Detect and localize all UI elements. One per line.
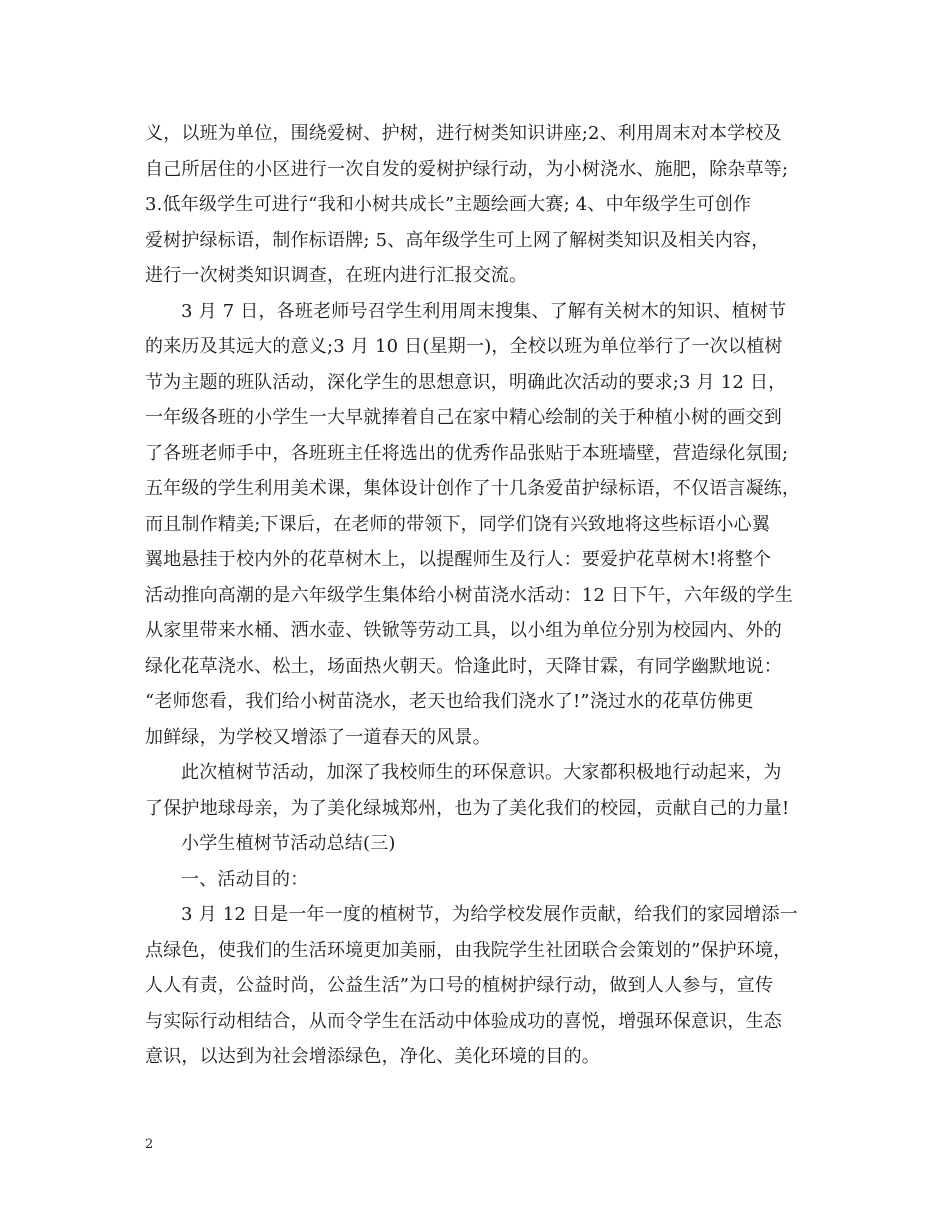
text-line: 而且制作精美;下课后，在老师的带领下，同学们饶有兴致地将这些标语小心翼	[145, 513, 771, 535]
text-line: 活动推向高潮的是六年级学生集体给小树苗浇水活动：12 日下午，六年级的学生	[145, 584, 794, 606]
text-line: 一、活动目的：	[181, 868, 309, 890]
text-line: 加鲜绿，为学校又增添了一道春天的风景。	[145, 726, 491, 748]
text-line: 3.低年级学生可进行“我和小树共成长”主题绘画大赛; 4、中年级学生可创作	[145, 194, 752, 215]
text-line: 3 月 7 日，各班老师号召学生利用周末搜集、了解有关树木的知识、植树节	[181, 300, 787, 322]
text-line: 自己所居住的小区进行一次自发的爱树护绿行动，为小树浇水、施肥，除杂草等;	[145, 158, 789, 180]
text-line: 绿化花草浇水、松土，场面热火朝天。恰逢此时，天降甘霖，有同学幽默地说：	[145, 655, 782, 677]
text-line: 五年级的学生利用美术课，集体设计创作了十几条爱苗护绿标语，不仅语言凝练，	[145, 478, 801, 499]
page-number: 2	[145, 1137, 154, 1152]
text-line: 一年级各班的小学生一大早就捧着自己在家中精心绘制的关于种植小树的画交到	[145, 407, 782, 428]
text-line: 小学生植树节活动总结(三)	[181, 833, 396, 854]
text-line: 爱树护绿标语，制作标语牌; 5、高年级学生可上网了解树类知识及相关内容，	[145, 229, 770, 251]
text-line: 人人有责，公益时尚，公益生活”为口号的植树护绿行动，做到人人参与，宣传	[145, 975, 774, 996]
text-line: 此次植树节活动，加深了我校师生的环保意识。大家都积极地行动起来，为	[181, 762, 782, 783]
text-line: 翼地悬挂于校内外的花草树木上，以提醒师生及行人：要爱护花草树木!将整个	[145, 549, 772, 570]
text-line: 意识，以达到为社会增添绿色，净化、美化环境的目的。	[145, 1046, 600, 1067]
text-line: 点绿色，使我们的生活环境更加美丽，由我院学生社团联合会策划的”保护环境，	[145, 939, 792, 961]
text-line: 了各班老师手中，各班班主任将选出的优秀作品张贴于本班墙壁，营造绿化氛围;	[145, 442, 789, 464]
body-text	[145, 116, 815, 1075]
text-line: 了保护地球母亲，为了美化绿城郑州，也为了美化我们的校园，贡献自己的力量!	[145, 797, 790, 819]
text-line: 节为主题的班队活动，深化学生的思想意识，明确此次活动的要求;3 月 12 日，	[145, 371, 787, 393]
text-line: 从家里带来水桶、洒水壶、铁锨等劳动工具，以小组为单位分别为校园内、外的	[145, 620, 782, 641]
text-line: 进行一次树类知识调查，在班内进行汇报交流。	[145, 265, 528, 286]
text-line: “老师您看，我们给小树苗浇水，老天也给我们浇水了!”浇过水的花草仿佛更	[145, 691, 754, 712]
text-line: 义，以班为单位，围绕爱树、护树，进行树类知识讲座;2、利用周末对本学校及	[145, 123, 782, 144]
text-line: 与实际行动相结合，从而令学生在活动中体验成功的喜悦，增强环保意识，生态	[145, 1010, 782, 1032]
text-line: 3 月 12 日是一年一度的植树节，为给学校发展作贡献，给我们的家园增添一	[181, 904, 798, 925]
text-line: 的来历及其远大的意义;3 月 10 日(星期一)，全校以班为单位举行了一次以植树	[145, 336, 783, 357]
